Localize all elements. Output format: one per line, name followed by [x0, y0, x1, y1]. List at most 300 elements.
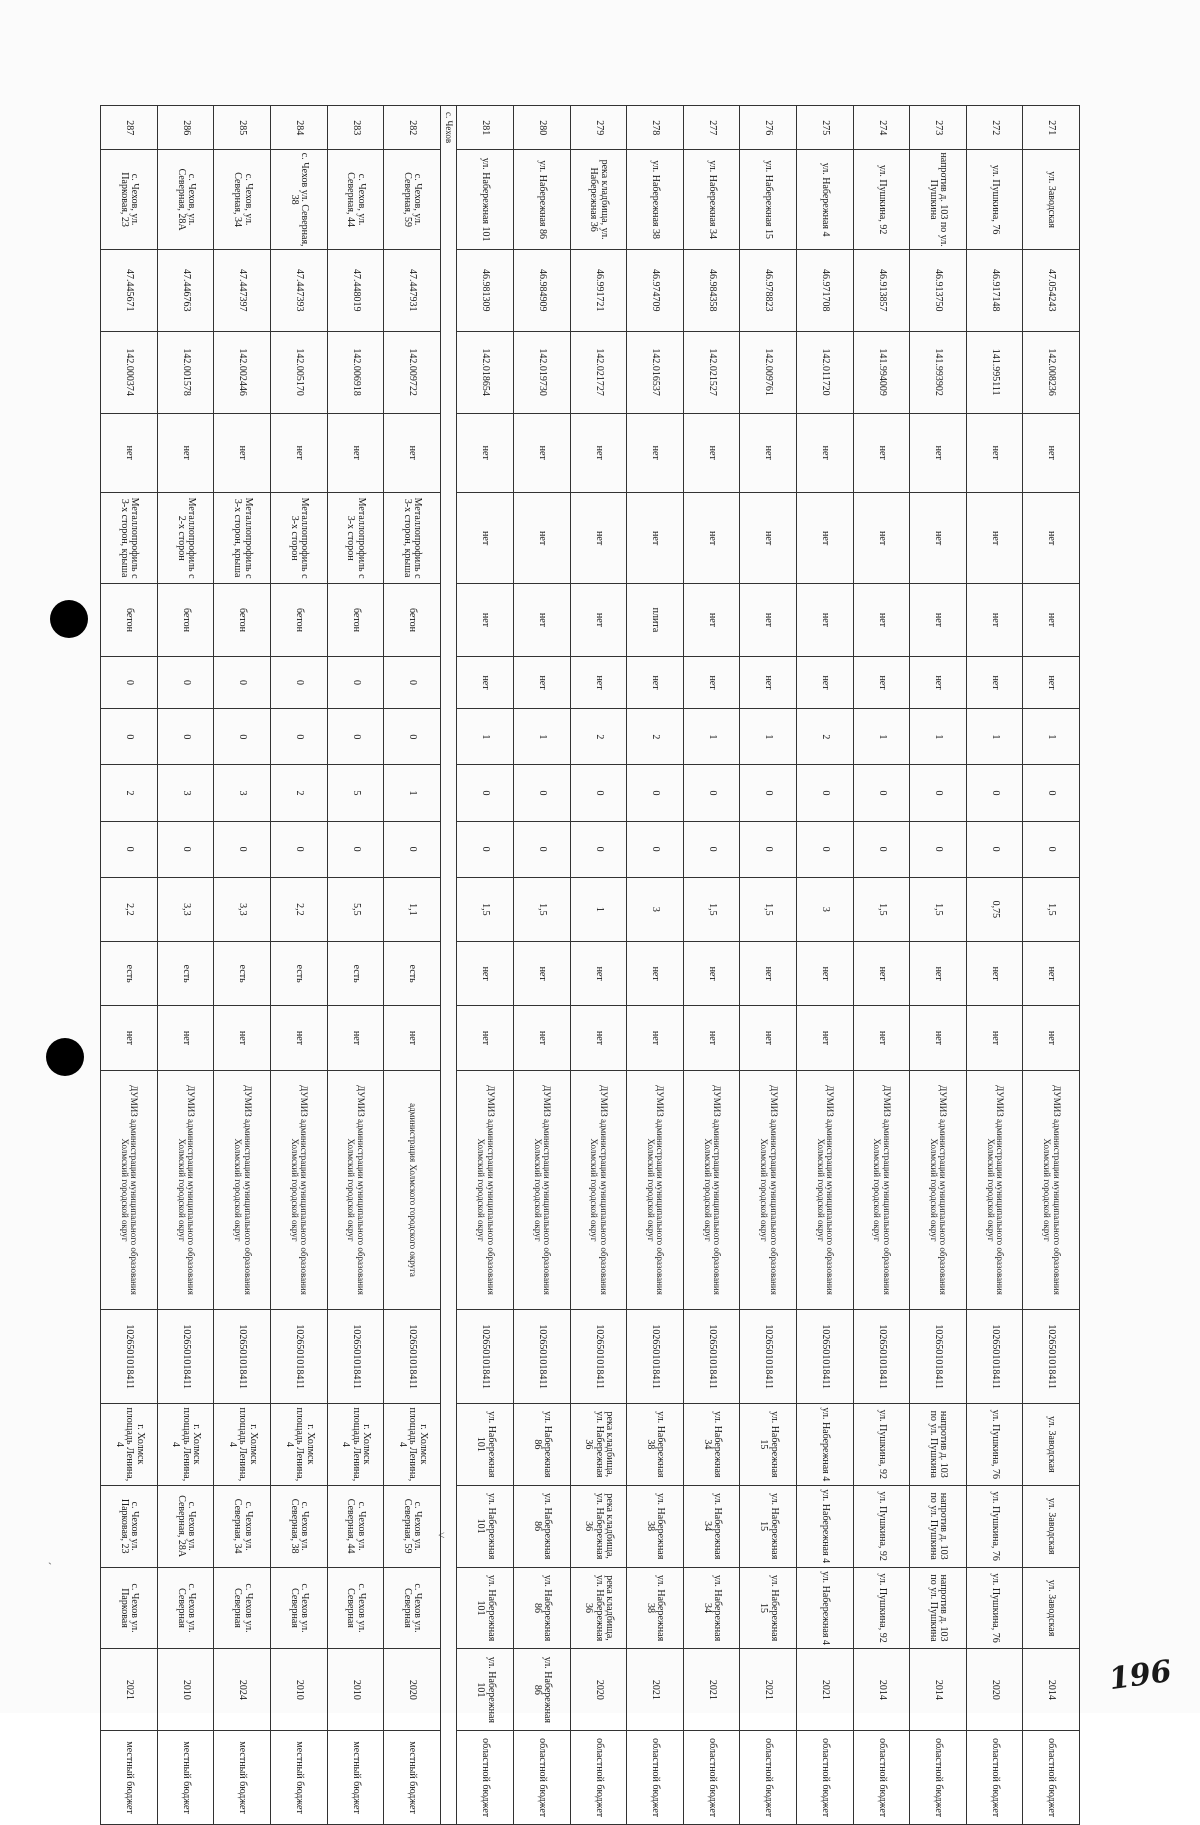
cell-c2: 0 [1023, 765, 1080, 821]
cell-vol: 1 [570, 877, 627, 941]
cell-c1: 1 [457, 709, 514, 765]
cell-owner-addr: г. Холмск площадь Ленина, 4 [270, 1403, 327, 1485]
cell-c1: 1 [513, 709, 570, 765]
cell-area: нет [513, 656, 570, 709]
cell-sources: с. Чехов ул. Парковая, 23 [101, 1485, 158, 1567]
cell-ext: нет [457, 1006, 514, 1070]
cell-served: ул. Набережная 101 [457, 1567, 514, 1649]
cell-sources: с. Чехов ул. Северная, 38 [270, 1485, 327, 1567]
cell-lon: 141.995111 [966, 331, 1023, 413]
cell-n: 283 [327, 106, 384, 150]
cell-sep: нет [457, 942, 514, 1006]
cell-address: ул. Пушкина, 92 [853, 150, 910, 249]
cell-ext: нет [570, 1006, 627, 1070]
cell-owner: ДУМИЗ администрации муниципального образования Холмский городской округ [157, 1070, 214, 1310]
cell-n: 277 [683, 106, 740, 150]
cell-c3: 0 [513, 821, 570, 877]
cell-owner: ДУМИЗ администрации муниципального образования Холмский городской округ [513, 1070, 570, 1310]
cell-ext: нет [270, 1006, 327, 1070]
cell-fence: нет [570, 413, 627, 493]
cell-vol: 2,2 [270, 877, 327, 941]
cell-served: ул. Пушкина, 76 [966, 1567, 1023, 1649]
cell-vol: 1,5 [910, 877, 967, 941]
cell-served: ул. Пушкина, 92 [853, 1567, 910, 1649]
cell-lat: 47.447393 [270, 249, 327, 331]
cell-base: бетон [157, 584, 214, 657]
cell-served: ул. Набережная 4 [796, 1567, 853, 1649]
table-row [101, 106, 158, 1825]
cell-year: 2010 [270, 1649, 327, 1731]
cell-address: ул. Набережная 38 [627, 150, 684, 249]
cell-budget: местный бюджет [327, 1731, 384, 1825]
cell-lat: 47.054243 [1023, 249, 1080, 331]
cell-lon: 142.009761 [740, 331, 797, 413]
cell-budget: областной бюджет [796, 1731, 853, 1825]
cell-c1: 2 [796, 709, 853, 765]
cell-fence: нет [270, 413, 327, 493]
cell-served: ул. Набережная 15 [740, 1567, 797, 1649]
cell-fence: нет [910, 413, 967, 493]
cell-sep: нет [853, 942, 910, 1006]
cell-base: нет [740, 584, 797, 657]
cell-budget: областной бюджет [1023, 1731, 1080, 1825]
cell-year: 2024 [214, 1649, 271, 1731]
cell-lat: 47.448019 [327, 249, 384, 331]
cell-n: 280 [513, 106, 570, 150]
cell-ext: нет [627, 1006, 684, 1070]
cell-c3: 0 [384, 821, 441, 877]
cell-ogrn: 1026501018411 [327, 1310, 384, 1404]
cell-area: нет [796, 656, 853, 709]
cell-year: 2021 [683, 1649, 740, 1731]
cell-owner-addr: г. Холмск площадь Ленина, 4 [101, 1403, 158, 1485]
cell-lon: 142.011720 [796, 331, 853, 413]
cell-owner-addr: ул. Пушкина, 76 [966, 1403, 1023, 1485]
cell-n: 271 [1023, 106, 1080, 150]
cell-address: ул. Набережная 4 [796, 150, 853, 249]
cell-served: с. Чехов ул. Северная [384, 1567, 441, 1649]
cell-ext: нет [910, 1006, 967, 1070]
cell-c1: 1 [910, 709, 967, 765]
cell-sources: ул. Набережная 34 [683, 1485, 740, 1567]
cell-budget: областной бюджет [683, 1731, 740, 1825]
cell-lon: 141.993902 [910, 331, 967, 413]
table-row [683, 106, 740, 1825]
cell-area: нет [910, 656, 967, 709]
cell-c2: 0 [683, 765, 740, 821]
cell-fence: нет [101, 413, 158, 493]
cell-budget: областной бюджет [570, 1731, 627, 1825]
cell-year: 2021 [796, 1649, 853, 1731]
cell-canopy: Металлопрофиль с 3-х сторон [270, 493, 327, 584]
cell-sep: нет [627, 942, 684, 1006]
cell-base: нет [853, 584, 910, 657]
waste-site-registry-table [100, 105, 1080, 1825]
cell-sources: река кладбища, ул. Набережная 36 [570, 1485, 627, 1567]
cell-base: нет [457, 584, 514, 657]
cell-c3: 0 [910, 821, 967, 877]
cell-fence: нет [740, 413, 797, 493]
cell-owner: администрация Холмского городского округа [384, 1070, 441, 1310]
cell-lat: 46.913750 [910, 249, 967, 331]
cell-c1: 1 [740, 709, 797, 765]
cell-c3: 0 [457, 821, 514, 877]
cell-vol: 3,3 [157, 877, 214, 941]
cell-year: 2010 [327, 1649, 384, 1731]
cell-ogrn: 1026501018411 [683, 1310, 740, 1404]
cell-owner-addr: река кладбища, ул. Набережная 36 [570, 1403, 627, 1485]
cell-fence: нет [384, 413, 441, 493]
cell-c3: 0 [853, 821, 910, 877]
cell-area: 0 [101, 656, 158, 709]
cell-fence: нет [457, 413, 514, 493]
cell-address: с. Чехов, ул. Северная, 34 [214, 150, 271, 249]
cell-sep: нет [910, 942, 967, 1006]
cell-sources: ул. Набережная 4 [796, 1485, 853, 1567]
cell-served: напротив д. 103 по ул. Пушкина [910, 1567, 967, 1649]
cell-ogrn: 1026501018411 [513, 1310, 570, 1404]
cell-c3: 0 [157, 821, 214, 877]
cell-sources: ул. Набережная 38 [627, 1485, 684, 1567]
cell-owner: ДУМИЗ администрации муниципального образования Холмский городской округ [457, 1070, 514, 1310]
cell-budget: областной бюджет [740, 1731, 797, 1825]
cell-ext: нет [683, 1006, 740, 1070]
cell-c2: 0 [966, 765, 1023, 821]
cell-vol: 1,5 [513, 877, 570, 941]
cell-lat: 46.974709 [627, 249, 684, 331]
cell-fence: нет [214, 413, 271, 493]
cell-budget: областной бюджет [966, 1731, 1023, 1825]
cell-ext: нет [966, 1006, 1023, 1070]
cell-c3: 0 [1023, 821, 1080, 877]
cell-budget: областной бюджет [853, 1731, 910, 1825]
cell-lat: 46.984909 [513, 249, 570, 331]
cell-address: ул. Пушкина, 76 [966, 150, 1023, 249]
cell-lat: 47.446763 [157, 249, 214, 331]
cell-base: бетон [384, 584, 441, 657]
cell-owner: ДУМИЗ администрации муниципального образования Холмский городской округ [627, 1070, 684, 1310]
cell-ext: нет [157, 1006, 214, 1070]
cell-address: с. Чехов, ул. Северная, 44 [327, 150, 384, 249]
cell-sep: есть [270, 942, 327, 1006]
cell-c3: 0 [796, 821, 853, 877]
cell-c2: 5 [327, 765, 384, 821]
cell-year: 2020 [384, 1649, 441, 1731]
cell-ogrn: 1026501018411 [740, 1310, 797, 1404]
cell-budget: областной бюджет [513, 1731, 570, 1825]
cell-lat: 47.447931 [384, 249, 441, 331]
cell-c1: 0 [327, 709, 384, 765]
table-row [853, 106, 910, 1825]
cell-n: 273 [910, 106, 967, 150]
cell-ogrn: 1026501018411 [627, 1310, 684, 1404]
cell-base: нет [683, 584, 740, 657]
cell-sources: ул. Пушкина, 92 [853, 1485, 910, 1567]
cell-lon: 142.019730 [513, 331, 570, 413]
table-row [627, 106, 684, 1825]
table-row [214, 106, 271, 1825]
cell-c1: 1 [853, 709, 910, 765]
cell-vol: 1,5 [1023, 877, 1080, 941]
cell-n: 285 [214, 106, 271, 150]
cell-n: 274 [853, 106, 910, 150]
table-row [157, 106, 214, 1825]
cell-lon: 142.016537 [627, 331, 684, 413]
table-row [570, 106, 627, 1825]
cell-sources: ул. Пушкина, 76 [966, 1485, 1023, 1567]
cell-area: нет [853, 656, 910, 709]
cell-sources: с. Чехов ул. Северная, 59 [384, 1485, 441, 1567]
cell-sep: нет [513, 942, 570, 1006]
table-row [740, 106, 797, 1825]
cell-year: 2014 [1023, 1649, 1080, 1731]
cell-canopy: нет [457, 493, 514, 584]
cell-fence: нет [796, 413, 853, 493]
cell-vol: 3 [627, 877, 684, 941]
cell-lon: 142.000374 [101, 331, 158, 413]
cell-ogrn: 1026501018411 [570, 1310, 627, 1404]
cell-year: ул. Набережная 101 [457, 1649, 514, 1731]
cell-canopy: нет [740, 493, 797, 584]
cell-year: 2021 [101, 1649, 158, 1731]
cell-area: 0 [327, 656, 384, 709]
cell-area: нет [683, 656, 740, 709]
cell-c1: 1 [966, 709, 1023, 765]
cell-address: с. Чехов, ул. Парковая, 23 [101, 150, 158, 249]
cell-served: ул. Набережная 86 [513, 1567, 570, 1649]
cell-lon: 142.006918 [327, 331, 384, 413]
cell-lon: 141.994009 [853, 331, 910, 413]
punch-hole-icon [46, 1038, 84, 1076]
cell-canopy: Металлопрофиль с 2-х сторон [157, 493, 214, 584]
cell-n: 272 [966, 106, 1023, 150]
cell-owner-addr: напротив д. 103 по ул. Пушкина [910, 1403, 967, 1485]
cell-c2: 0 [910, 765, 967, 821]
cell-vol: 1,5 [740, 877, 797, 941]
section-label: с. Чехов [440, 106, 457, 1825]
cell-ext: нет [101, 1006, 158, 1070]
cell-year: 2021 [627, 1649, 684, 1731]
cell-lon: 142.005170 [270, 331, 327, 413]
cell-vol: 3,3 [214, 877, 271, 941]
table-row [1023, 106, 1080, 1825]
cell-n: 287 [101, 106, 158, 150]
cell-c2: 0 [457, 765, 514, 821]
cell-owner-addr: ул. Набережная 101 [457, 1403, 514, 1485]
cell-owner: ДУМИЗ администрации муниципального образования Холмский городской округ [1023, 1070, 1080, 1310]
cell-base: плита [627, 584, 684, 657]
cell-sep: нет [683, 942, 740, 1006]
cell-canopy: нет [853, 493, 910, 584]
cell-sources: с. Чехов ул. Северная, 34 [214, 1485, 271, 1567]
cell-c3: 0 [101, 821, 158, 877]
cell-ext: нет [214, 1006, 271, 1070]
cell-year: 2014 [853, 1649, 910, 1731]
cell-area: нет [740, 656, 797, 709]
cell-fence: нет [853, 413, 910, 493]
cell-canopy: нет [513, 493, 570, 584]
cell-lon: 142.009722 [384, 331, 441, 413]
cell-owner-addr: ул. Пушкина, 92 [853, 1403, 910, 1485]
cell-lon: 142.021527 [683, 331, 740, 413]
cell-c1: 0 [384, 709, 441, 765]
cell-c2: 0 [570, 765, 627, 821]
cell-sources: ул. Набережная 101 [457, 1485, 514, 1567]
cell-canopy: Металлопрофиль с 3-х сторон, крыша [384, 493, 441, 584]
cell-fence: нет [966, 413, 1023, 493]
page-number: 196 [1107, 1653, 1175, 1698]
cell-c2: 1 [384, 765, 441, 821]
cell-owner: ДУМИЗ администрации муниципального образования Холмский городской округ [966, 1070, 1023, 1310]
cell-lat: 46.917148 [966, 249, 1023, 331]
cell-lat: 46.913857 [853, 249, 910, 331]
cell-year: 2010 [157, 1649, 214, 1731]
cell-vol: 5,5 [327, 877, 384, 941]
cell-owner-addr: ул. Набережная 4 [796, 1403, 853, 1485]
cell-sep: нет [966, 942, 1023, 1006]
cell-budget: местный бюджет [214, 1731, 271, 1825]
cell-c3: 0 [683, 821, 740, 877]
cell-budget: областной бюджет [910, 1731, 967, 1825]
cell-c3: 0 [327, 821, 384, 877]
cell-sep: нет [740, 942, 797, 1006]
cell-sep: есть [384, 942, 441, 1006]
cell-year: 2020 [966, 1649, 1023, 1731]
cell-c3: 0 [966, 821, 1023, 877]
cell-address: ул. Набережная 15 [740, 150, 797, 249]
cell-sources: с. Чехов ул. Северная, 28А [157, 1485, 214, 1567]
cell-served: с. Чехов ул. Северная [214, 1567, 271, 1649]
cell-lon: 142.021727 [570, 331, 627, 413]
cell-ogrn: 1026501018411 [910, 1310, 967, 1404]
cell-served: ул. Набережная 34 [683, 1567, 740, 1649]
cell-area: нет [966, 656, 1023, 709]
cell-owner: ДУМИЗ администрации муниципального образования Холмский городской округ [214, 1070, 271, 1310]
cell-owner-addr: ул. Набережная 38 [627, 1403, 684, 1485]
cell-lat: 47.445671 [101, 249, 158, 331]
cell-owner-addr: ул. Набережная 34 [683, 1403, 740, 1485]
section-separator-row [440, 106, 457, 1825]
cell-served: ул. Заводская [1023, 1567, 1080, 1649]
cell-c1: 0 [270, 709, 327, 765]
cell-base: нет [966, 584, 1023, 657]
table-row [910, 106, 967, 1825]
cell-area: 0 [214, 656, 271, 709]
cell-base: нет [570, 584, 627, 657]
cell-fence: нет [1023, 413, 1080, 493]
cell-vol: 1,5 [457, 877, 514, 941]
cell-c2: 0 [513, 765, 570, 821]
cell-owner: ДУМИЗ администрации муниципального образования Холмский городской округ [910, 1070, 967, 1310]
cell-owner-addr: ул. Заводская [1023, 1403, 1080, 1485]
cell-address: с. Чехов, ул. Северная, 28А [157, 150, 214, 249]
cell-base: бетон [101, 584, 158, 657]
cell-vol: 2,2 [101, 877, 158, 941]
cell-served: с. Чехов ул. Парковая [101, 1567, 158, 1649]
cell-c1: 0 [157, 709, 214, 765]
cell-n: 276 [740, 106, 797, 150]
cell-sources: напротив д. 103 по ул. Пушкина [910, 1485, 967, 1567]
cell-c3: 0 [214, 821, 271, 877]
cell-owner-addr: ул. Набережная 15 [740, 1403, 797, 1485]
cell-fence: нет [513, 413, 570, 493]
cell-base: нет [513, 584, 570, 657]
cell-area: 0 [270, 656, 327, 709]
cell-lat: 46.971708 [796, 249, 853, 331]
cell-budget: местный бюджет [157, 1731, 214, 1825]
cell-n: 284 [270, 106, 327, 150]
cell-owner: ДУМИЗ администрации муниципального образования Холмский городской округ [270, 1070, 327, 1310]
cell-n: 281 [457, 106, 514, 150]
cell-base: нет [910, 584, 967, 657]
table-row [384, 106, 441, 1825]
cell-n: 278 [627, 106, 684, 150]
cell-year: 2020 [570, 1649, 627, 1731]
cell-sources: ул. Набережная 15 [740, 1485, 797, 1567]
cell-c3: 0 [627, 821, 684, 877]
cell-c1: 0 [214, 709, 271, 765]
table-row [270, 106, 327, 1825]
cell-vol: 1,5 [853, 877, 910, 941]
cell-owner: ДУМИЗ администрации муниципального образования Холмский городской округ [853, 1070, 910, 1310]
cell-n: 282 [384, 106, 441, 150]
cell-c2: 2 [101, 765, 158, 821]
cell-n: 286 [157, 106, 214, 150]
cell-owner: ДУМИЗ администрации муниципального образования Холмский городской округ [683, 1070, 740, 1310]
cell-sep: есть [214, 942, 271, 1006]
cell-sources: ул. Набережная 86 [513, 1485, 570, 1567]
cell-fence: нет [683, 413, 740, 493]
cell-sep: есть [101, 942, 158, 1006]
cell-owner-addr: г. Холмск площадь Ленина, 4 [214, 1403, 271, 1485]
cell-address: с. Чехов ул. Северная, 38 [270, 150, 327, 249]
cell-lon: 142.001578 [157, 331, 214, 413]
cell-lat: 46.984358 [683, 249, 740, 331]
cell-c1: 1 [683, 709, 740, 765]
stray-mark: < [438, 1528, 445, 1542]
cell-address: напротив д. 103 по ул. Пушкина [910, 150, 967, 249]
cell-owner: ДУМИЗ администрации муниципального образования Холмский городской округ [570, 1070, 627, 1310]
registry-table-rotated [100, 105, 1080, 1825]
cell-served: река кладбища, ул. Набережная 36 [570, 1567, 627, 1649]
cell-lon: 142.018654 [457, 331, 514, 413]
cell-n: 279 [570, 106, 627, 150]
cell-vol: 3 [796, 877, 853, 941]
cell-sources: с. Чехов ул. Северная, 44 [327, 1485, 384, 1567]
cell-year: 2021 [740, 1649, 797, 1731]
cell-fence: нет [627, 413, 684, 493]
cell-c1: 0 [101, 709, 158, 765]
table-row [457, 106, 514, 1825]
cell-lon: 142.008236 [1023, 331, 1080, 413]
cell-canopy: нет [570, 493, 627, 584]
cell-fence: нет [157, 413, 214, 493]
cell-base: нет [1023, 584, 1080, 657]
cell-base: бетон [327, 584, 384, 657]
cell-canopy: нет [796, 493, 853, 584]
cell-address: ул. Набережная 86 [513, 150, 570, 249]
cell-address: ул. Набережная 34 [683, 150, 740, 249]
cell-area: нет [627, 656, 684, 709]
cell-address: ул. Набережная 101 [457, 150, 514, 249]
cell-c2: 3 [157, 765, 214, 821]
cell-ogrn: 1026501018411 [853, 1310, 910, 1404]
cell-ogrn: 1026501018411 [384, 1310, 441, 1404]
cell-ogrn: 1026501018411 [270, 1310, 327, 1404]
table-row [513, 106, 570, 1825]
cell-budget: местный бюджет [384, 1731, 441, 1825]
punch-hole-icon [50, 600, 88, 638]
